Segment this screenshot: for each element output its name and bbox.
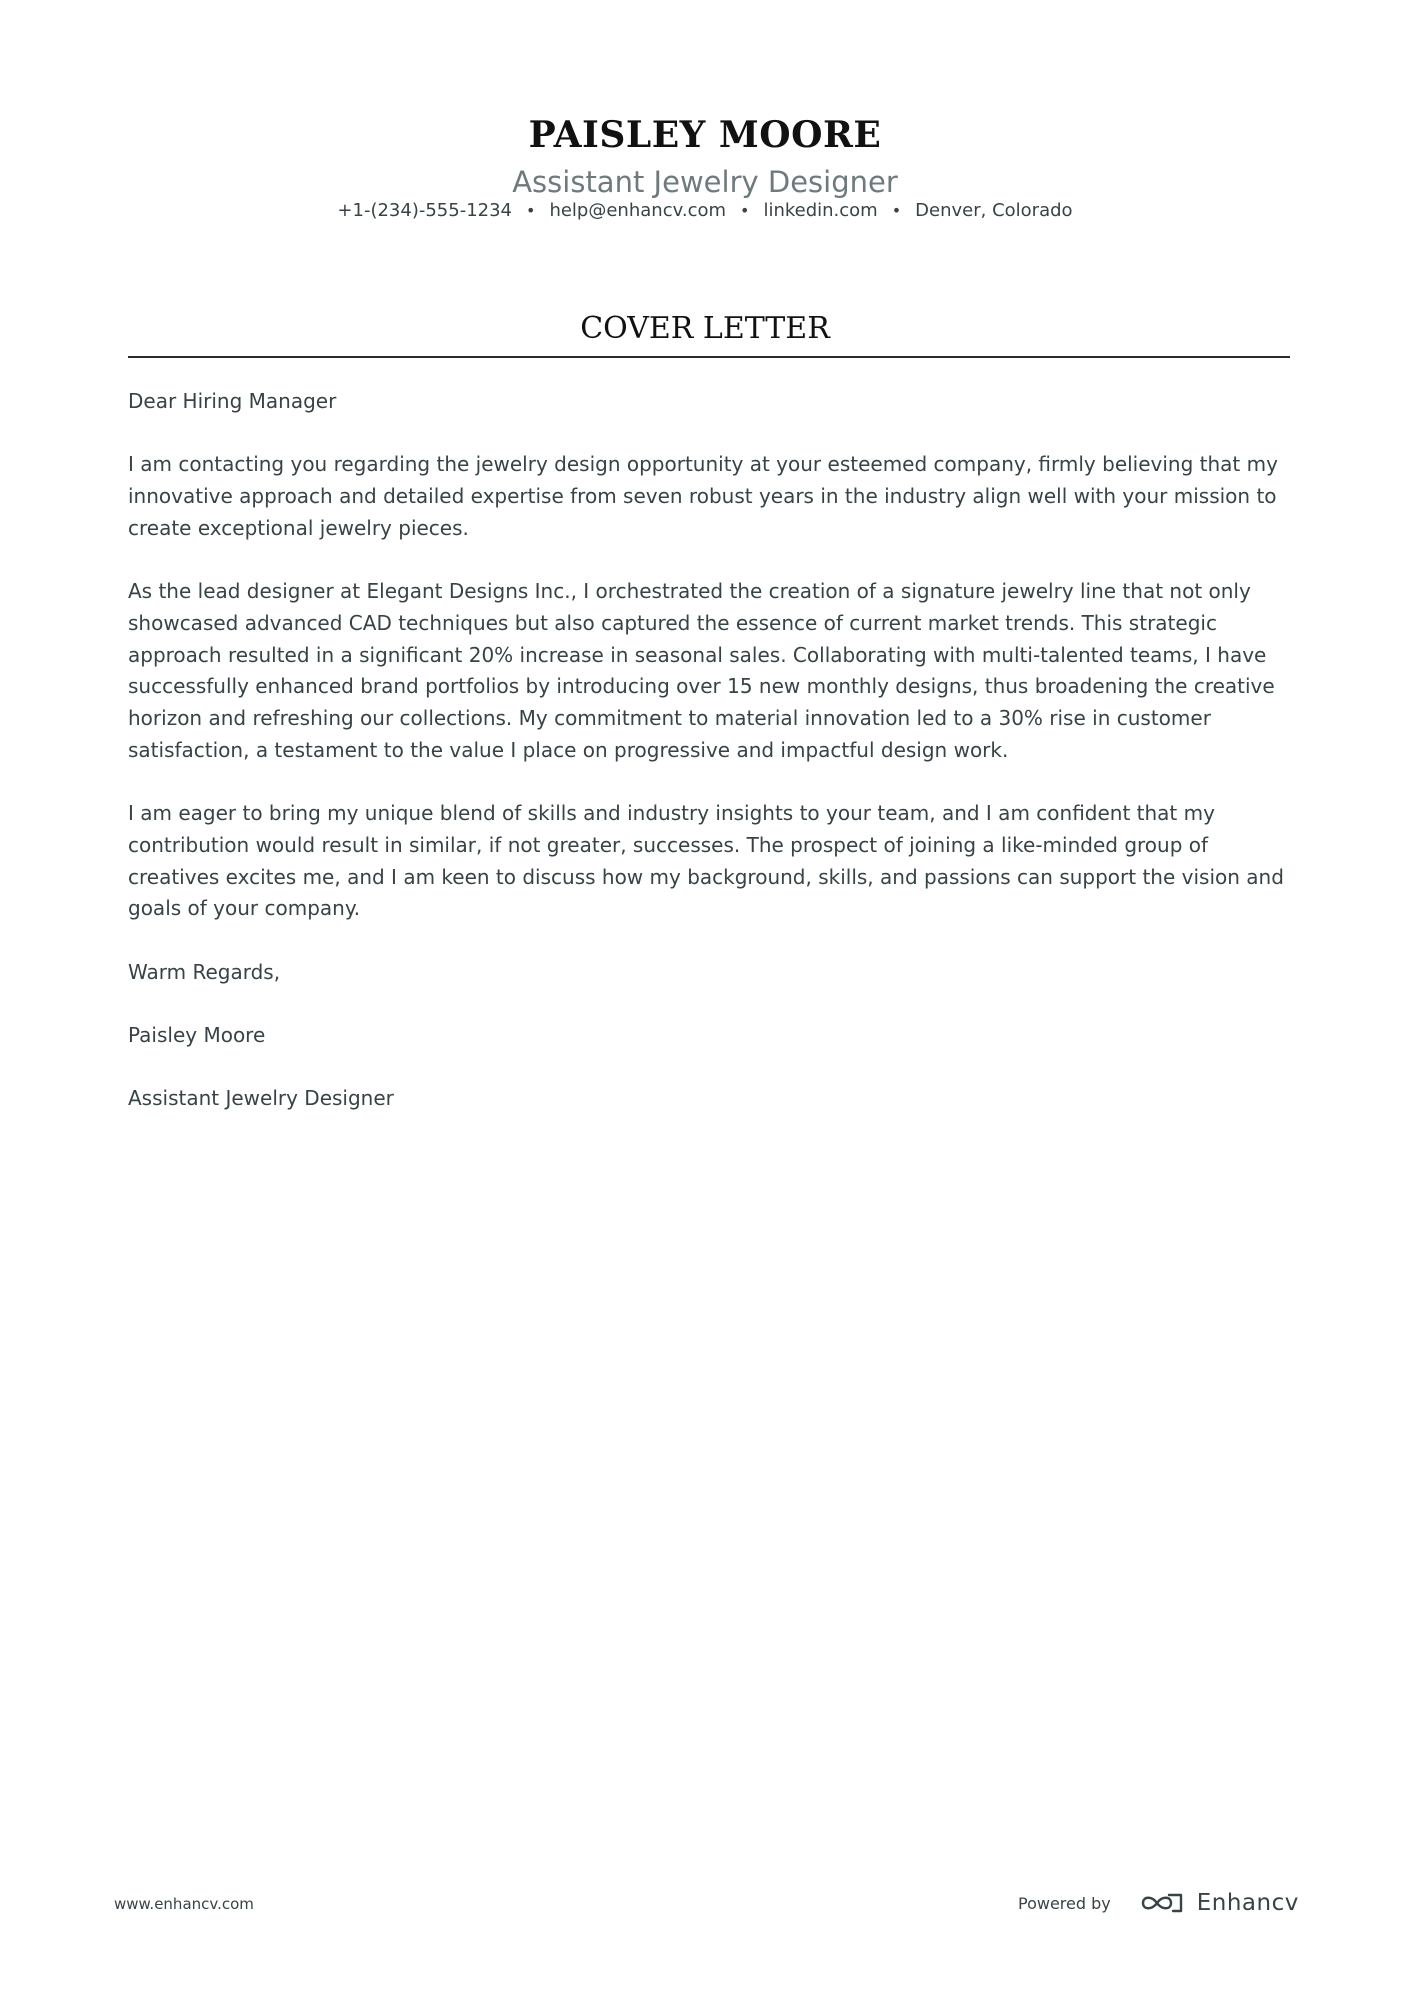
enhancv-logo-icon (1139, 1891, 1185, 1915)
contact-email[interactable]: help@enhancv.com (549, 200, 727, 221)
letter-body (128, 386, 1290, 1147)
letter-closing: Warm Regards, (128, 959, 281, 984)
letter-paragraph: I am eager to bring my unique blend of skills and industry insights to your team, and I am confident that my contribution would result in similar, if not greater, successes. The prospect of joining a like-minded group of creatives excites me, and I am keen to discuss how my background, skills, and passions can support the vision and goals of your company. (128, 801, 1284, 921)
powered-by-label: Powered by (1018, 1893, 1111, 1913)
contact-line (0, 198, 1410, 224)
contact-linkedin[interactable]: linkedin.com (763, 200, 878, 221)
candidate-role: Assistant Jewelry Designer (512, 165, 898, 199)
contact-separator: • (891, 201, 902, 220)
section-divider (128, 356, 1290, 358)
signature-name: Paisley Moore (128, 1022, 266, 1047)
contact-location: Denver, Colorado (915, 200, 1073, 221)
signature-title: Assistant Jewelry Designer (128, 1086, 394, 1111)
letter-paragraph: I am contacting you regarding the jewelry design opportunity at your esteemed company, firmly believing that my innovative approach and detailed expertise from seven robust years in the industry align well with your mission to create exceptional jewelry pieces. (128, 452, 1278, 540)
footer-url[interactable]: www.enhancv.com (114, 1895, 254, 1913)
contact-phone: +1-(234)-555-1234 (337, 200, 513, 221)
contact-separator: • (740, 201, 750, 220)
footer-branding[interactable] (1018, 1888, 1299, 1918)
section-title: COVER LETTER (580, 311, 830, 346)
brand-name: Enhancv (1196, 1890, 1299, 1916)
letter-greeting: Dear Hiring Manager (128, 389, 337, 413)
letter-paragraph: As the lead designer at Elegant Designs Inc., I orchestrated the creation of a signature jewelry line that not only showcased advanced CAD techniques but also captured the essence of current market trends. This strategic approach resulted in a significant 20% increase in seasonal sales. Collaborating with multi-talented teams, I have successfully enhanced brand portfolios by introducing over 15 new monthly designs, thus broadening the creative horizon and refreshing our collections. My commitment to material innovation led to a 30% rise in customer satisfaction, a testament to the value I place on progressive and impactful design work. (128, 579, 1275, 762)
contact-separator: • (526, 201, 536, 220)
candidate-name: PAISLEY MOORE (528, 114, 882, 156)
